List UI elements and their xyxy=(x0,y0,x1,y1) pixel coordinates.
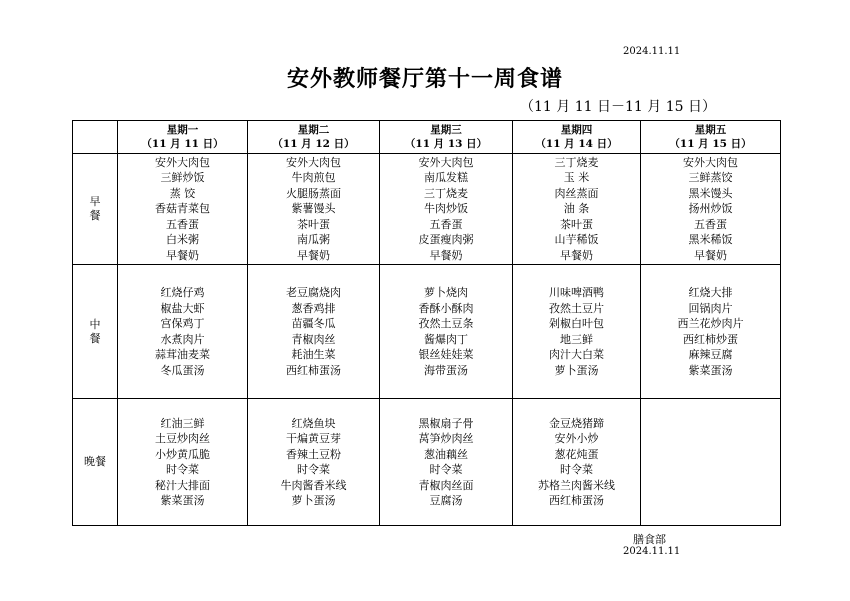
dish-item: 秘汁大排面 xyxy=(155,478,210,492)
day-date-label: （11 月 15 日） xyxy=(669,138,752,150)
dish-item: 土豆炒肉丝 xyxy=(155,432,210,445)
dish-item: 剁椒白叶包 xyxy=(549,317,604,330)
dish-item: 早餐奶 xyxy=(560,248,593,262)
dish-item: 川味啤酒鸭 xyxy=(549,286,604,299)
dish-item: 三鲜炒饭 xyxy=(160,171,205,185)
dish-item: 老豆腐烧肉 xyxy=(286,286,341,299)
weekday-label: 星期五 xyxy=(694,124,727,136)
dish-item: 南瓜粥 xyxy=(297,233,330,247)
meal-label-dinner xyxy=(73,399,118,526)
meal-label-char: 晚餐 xyxy=(84,455,106,468)
day-date-label: （11 月 11 日） xyxy=(141,138,224,150)
dish-item: 肉丝蒸面 xyxy=(554,186,599,200)
meal-label-breakfast xyxy=(73,154,118,265)
day-header-wed xyxy=(380,121,513,154)
dish-item: 安外大肉包 xyxy=(418,155,474,169)
menu-cell xyxy=(248,265,380,399)
dish-item: 茶叶蛋 xyxy=(560,217,593,231)
dish-item: 三丁烧麦 xyxy=(554,155,599,169)
weekday-label: 星期二 xyxy=(297,124,330,136)
lunch-row xyxy=(73,265,781,399)
dish-item: 葱油藕丝 xyxy=(424,447,468,461)
dish-item: 紫薯馒头 xyxy=(291,202,336,216)
dish-item: 肉汁大白菜 xyxy=(549,348,604,361)
dish-item: 五香蛋 xyxy=(166,217,199,231)
menu-cell xyxy=(248,399,380,526)
day-date-label: （11 月 12 日） xyxy=(272,138,355,150)
menu-cell xyxy=(513,399,641,526)
dish-item: 葱香鸡排 xyxy=(291,301,336,315)
day-header-fri xyxy=(641,121,781,154)
dish-item: 玉 米 xyxy=(563,171,590,185)
dish-item: 牛肉酱香米线 xyxy=(280,478,347,492)
day-date-label: （11 月 13 日） xyxy=(404,138,488,150)
menu-table xyxy=(72,120,781,526)
dish-item: 紫菜蛋汤 xyxy=(160,494,205,507)
dish-item: 青椒肉丝面 xyxy=(418,478,474,492)
dish-item: 红烧大排 xyxy=(688,286,733,299)
menu-cell xyxy=(380,265,513,399)
dish-item: 五香蛋 xyxy=(429,217,463,231)
menu-cell xyxy=(248,154,380,265)
day-date-label: （11 月 14 日） xyxy=(535,138,618,150)
menu-cell xyxy=(513,154,641,265)
dish-item: 三丁烧麦 xyxy=(424,186,468,200)
dish-item: 葱花炖蛋 xyxy=(554,447,599,461)
dish-item: 香酥小酥肉 xyxy=(418,301,474,315)
dish-item: 时令菜 xyxy=(560,463,593,476)
dinner-row xyxy=(73,399,781,526)
dish-item: 孜然土豆片 xyxy=(549,301,604,315)
dish-item: 山芋稀饭 xyxy=(554,233,599,247)
menu-cell xyxy=(118,399,248,526)
dish-item: 小炒黄瓜脆 xyxy=(155,447,210,461)
weekday-label: 星期一 xyxy=(166,124,199,136)
dish-item: 安外小炒 xyxy=(554,432,599,445)
dish-item: 西红柿炒蛋 xyxy=(683,332,738,346)
menu-cell xyxy=(641,399,781,526)
dish-item: 时令菜 xyxy=(166,463,199,476)
dish-item: 牛肉煎包 xyxy=(291,171,336,185)
dish-item: 早餐奶 xyxy=(429,248,463,262)
dish-item: 皮蛋瘦肉粥 xyxy=(418,233,474,247)
weekday-label: 星期三 xyxy=(430,124,462,136)
dish-item: 香菇青菜包 xyxy=(155,202,210,216)
dish-item: 油 条 xyxy=(563,202,590,216)
corner-cell xyxy=(73,121,118,154)
dish-item: 萝卜烧肉 xyxy=(424,286,468,299)
dish-item: 扬州炒饭 xyxy=(688,202,733,216)
date-range: （11 月 11 日－11 月 15 日） xyxy=(520,99,716,115)
dish-item: 红烧鱼块 xyxy=(291,416,336,430)
dish-item: 银丝娃娃菜 xyxy=(418,348,474,361)
dish-item: 五香蛋 xyxy=(694,217,727,231)
dish-item: 苏格兰肉酱米线 xyxy=(538,478,615,492)
dish-item: 三鲜蒸饺 xyxy=(688,171,733,185)
dish-item: 西红柿蛋汤 xyxy=(286,363,341,377)
footer-department: 膳食部 xyxy=(633,533,666,546)
dish-item: 黑米稀饭 xyxy=(688,233,733,247)
dish-item: 水煮肉片 xyxy=(160,332,205,346)
menu-cell xyxy=(118,154,248,265)
dish-item: 白米粥 xyxy=(166,233,199,247)
dish-item: 黑椒扇子骨 xyxy=(418,416,474,430)
menu-cell xyxy=(513,265,641,399)
day-header-mon xyxy=(118,121,248,154)
dish-item: 萝卜蛋汤 xyxy=(554,363,599,377)
dish-item: 牛肉炒饭 xyxy=(424,202,468,216)
dish-item: 安外大肉包 xyxy=(683,155,738,169)
day-header-tue xyxy=(248,121,380,154)
dish-item: 回锅肉片 xyxy=(688,301,733,315)
dish-item: 西红柿蛋汤 xyxy=(549,494,604,507)
footer-date: 2024.11.11 xyxy=(623,546,681,557)
menu-cell xyxy=(118,265,248,399)
day-header-thu xyxy=(513,121,641,154)
top-date: 2024.11.11 xyxy=(623,46,681,57)
dish-item: 苗疆冬瓜 xyxy=(291,317,336,330)
dish-item: 干煸黄豆芽 xyxy=(286,432,341,445)
header-row xyxy=(73,121,781,154)
dish-item: 耗油生菜 xyxy=(291,348,336,361)
dish-item: 青椒肉丝 xyxy=(291,332,336,346)
dish-item: 椒盐大虾 xyxy=(160,301,205,315)
dish-item: 时令菜 xyxy=(297,463,330,476)
dish-item: 火腿肠蒸面 xyxy=(286,186,341,200)
dish-item: 酱爆肉丁 xyxy=(424,332,468,346)
dish-item: 蒸 饺 xyxy=(169,186,196,200)
menu-cell xyxy=(641,265,781,399)
dish-item: 香辣土豆粉 xyxy=(286,447,341,461)
meal-label-char: 中 xyxy=(89,317,101,331)
dish-item: 早餐奶 xyxy=(694,248,727,262)
meal-label-char: 餐 xyxy=(89,209,101,222)
dish-item: 黑米馒头 xyxy=(688,186,733,200)
dish-item: 宫保鸡丁 xyxy=(160,317,205,330)
dish-item: 茶叶蛋 xyxy=(297,217,330,231)
dish-item: 麻辣豆腐 xyxy=(688,348,733,361)
dish-item: 早餐奶 xyxy=(166,248,199,262)
dish-item: 早餐奶 xyxy=(297,248,330,262)
dish-item: 安外大肉包 xyxy=(286,155,341,169)
page-title: 安外教师餐厅第十一周食谱 xyxy=(286,66,563,92)
dish-item: 南瓜发糕 xyxy=(424,171,468,185)
dish-item: 红油三鲜 xyxy=(160,416,205,430)
menu-cell xyxy=(641,154,781,265)
dish-item: 蒜茸油麦菜 xyxy=(155,348,210,361)
menu-cell xyxy=(380,154,513,265)
dish-item: 地三鲜 xyxy=(560,332,593,346)
dish-item: 孜然土豆条 xyxy=(418,317,474,330)
dish-item: 海带蛋汤 xyxy=(424,363,468,377)
meal-label-lunch xyxy=(73,265,118,399)
dish-item: 萝卜蛋汤 xyxy=(291,494,336,507)
meal-label-char: 早 xyxy=(89,195,101,208)
dish-item: 安外大肉包 xyxy=(155,155,210,169)
dish-item: 豆腐汤 xyxy=(429,494,463,507)
breakfast-row xyxy=(73,154,781,265)
dish-item: 紫菜蛋汤 xyxy=(688,363,733,377)
dish-item: 金豆烧猪蹄 xyxy=(549,416,604,430)
weekday-label: 星期四 xyxy=(560,124,593,136)
dish-item: 时令菜 xyxy=(429,463,463,476)
meal-label-char: 餐 xyxy=(89,331,101,345)
dish-item: 红烧仔鸡 xyxy=(160,286,205,299)
dish-item: 莴笋炒肉丝 xyxy=(418,432,474,445)
menu-cell xyxy=(380,399,513,526)
dish-item: 冬瓜蛋汤 xyxy=(160,363,205,377)
dish-item: 西兰花炒肉片 xyxy=(677,317,744,330)
